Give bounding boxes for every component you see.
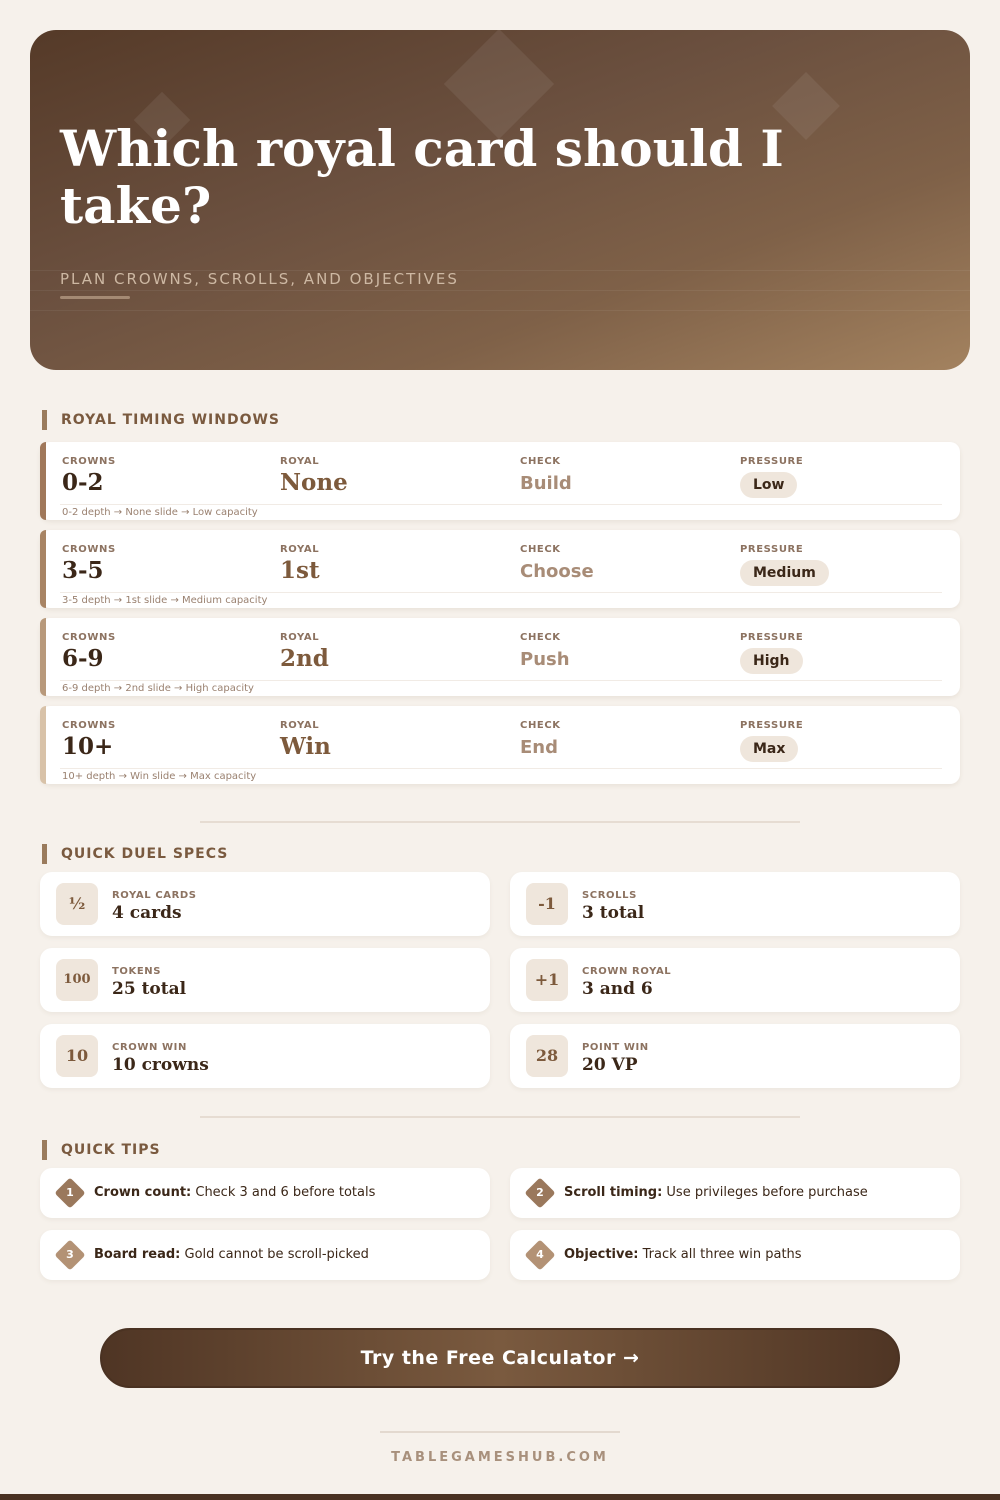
tip-body: Use privileges before purchase [662,1185,868,1200]
spec-label: CROWN WIN [112,1042,187,1053]
spec-card [40,872,490,936]
page-subtitle: PLAN CROWNS, SCROLLS, AND OBJECTIVES [60,270,459,288]
royal-value: 2nd [280,645,329,672]
spec-card [510,872,960,936]
row-accent-bar [40,706,46,784]
subtitle-underline [60,296,130,299]
decorative-line [30,310,970,311]
spec-badge: -1 [526,883,568,925]
row-accent-bar [40,530,46,608]
spec-value: 3 total [582,903,645,923]
check-label: CHECK [520,544,561,555]
row-divider [60,592,942,593]
spec-value: 25 total [112,979,187,999]
spec-badge: ½ [56,883,98,925]
pressure-label: PRESSURE [740,720,804,731]
tip-text [564,1247,802,1262]
bottom-bar [0,1494,1000,1500]
timing-row [40,706,960,784]
tip-title: Crown count: [94,1185,192,1200]
footer-divider [380,1431,620,1433]
check-label: CHECK [520,632,561,643]
crowns-value: 3-5 [62,557,104,584]
tip-card [40,1168,490,1218]
pressure-badge: Low [740,472,797,498]
row-accent-bar [40,618,46,696]
timing-section-title: ROYAL TIMING WINDOWS [42,410,280,430]
spec-label: SCROLLS [582,890,637,901]
pressure-label: PRESSURE [740,632,804,643]
row-divider [60,504,942,505]
spec-badge: +1 [526,959,568,1001]
timing-detail: 3-5 depth → 1st slide → Medium capacity [62,595,268,606]
spec-badge: 100 [56,959,98,1001]
spec-value: 4 cards [112,903,182,923]
tips-section-title: QUICK TIPS [42,1140,161,1160]
section-divider [200,1116,800,1118]
timing-row [40,442,960,520]
tip-title: Scroll timing: [564,1185,663,1200]
check-label: CHECK [520,720,561,731]
crowns-label: CROWNS [62,720,116,731]
crowns-label: CROWNS [62,632,116,643]
spec-card [40,948,490,1012]
spec-value: 10 crowns [112,1055,209,1075]
crowns-value: 6-9 [62,645,104,672]
decorative-line [30,290,970,291]
timing-row [40,618,960,696]
section-divider [200,821,800,823]
tip-text [94,1185,375,1200]
tip-number: 2 [536,1186,544,1199]
check-value: End [520,737,558,758]
check-value: Push [520,649,570,670]
tip-body: Track all three win paths [638,1247,802,1262]
pressure-badge: Max [740,736,798,762]
spec-value: 20 VP [582,1055,638,1075]
timing-detail: 10+ depth → Win slide → Max capacity [62,771,257,782]
royal-value: Win [280,733,331,760]
specs-section-title: QUICK DUEL SPECS [42,844,228,864]
royal-label: ROYAL [280,544,320,555]
diamond-number-icon [524,1177,556,1209]
tip-title: Objective: [564,1247,639,1262]
royal-value: None [280,469,348,496]
tip-body: Gold cannot be scroll-picked [180,1247,369,1262]
timing-row [40,530,960,608]
spec-label: POINT WIN [582,1042,649,1053]
crowns-label: CROWNS [62,456,116,467]
spec-card [40,1024,490,1088]
diamond-number-icon [54,1239,86,1271]
tip-card [40,1230,490,1280]
footer-site-link[interactable]: TABLEGAMESHUB.COM [391,1450,609,1465]
royal-label: ROYAL [280,720,320,731]
pressure-label: PRESSURE [740,456,804,467]
tip-number: 3 [66,1248,74,1261]
royal-value: 1st [280,557,320,584]
pressure-label: PRESSURE [740,544,804,555]
spec-label: ROYAL CARDS [112,890,197,901]
spec-label: CROWN ROYAL [582,966,672,977]
tip-text [94,1247,369,1262]
tip-number: 1 [66,1186,74,1199]
spec-badge: 28 [526,1035,568,1077]
tip-body: Check 3 and 6 before totals [191,1185,376,1200]
row-divider [60,680,942,681]
spec-value: 3 and 6 [582,979,653,999]
check-label: CHECK [520,456,561,467]
spec-card [510,1024,960,1088]
tip-text [564,1185,868,1200]
row-divider [60,768,942,769]
timing-detail: 6-9 depth → 2nd slide → High capacity [62,683,254,694]
diamond-number-icon [54,1177,86,1209]
tip-card [510,1230,960,1280]
crowns-value: 10+ [62,733,114,760]
pressure-badge: Medium [740,560,829,586]
check-value: Build [520,473,572,494]
royal-label: ROYAL [280,632,320,643]
crowns-value: 0-2 [62,469,104,496]
crowns-label: CROWNS [62,544,116,555]
calculator-cta-button[interactable]: Try the Free Calculator → [100,1328,900,1388]
spec-card [510,948,960,1012]
spec-label: TOKENS [112,966,162,977]
pressure-badge: High [740,648,803,674]
row-accent-bar [40,442,46,520]
royal-label: ROYAL [280,456,320,467]
tip-title: Board read: [94,1247,181,1262]
tip-number: 4 [536,1248,544,1261]
page-title: Which royal card should I take? [60,119,784,235]
timing-detail: 0-2 depth → None slide → Low capacity [62,507,258,518]
diamond-number-icon [524,1239,556,1271]
spec-badge: 10 [56,1035,98,1077]
check-value: Choose [520,561,594,582]
tip-card [510,1168,960,1218]
hero-banner [30,30,970,370]
